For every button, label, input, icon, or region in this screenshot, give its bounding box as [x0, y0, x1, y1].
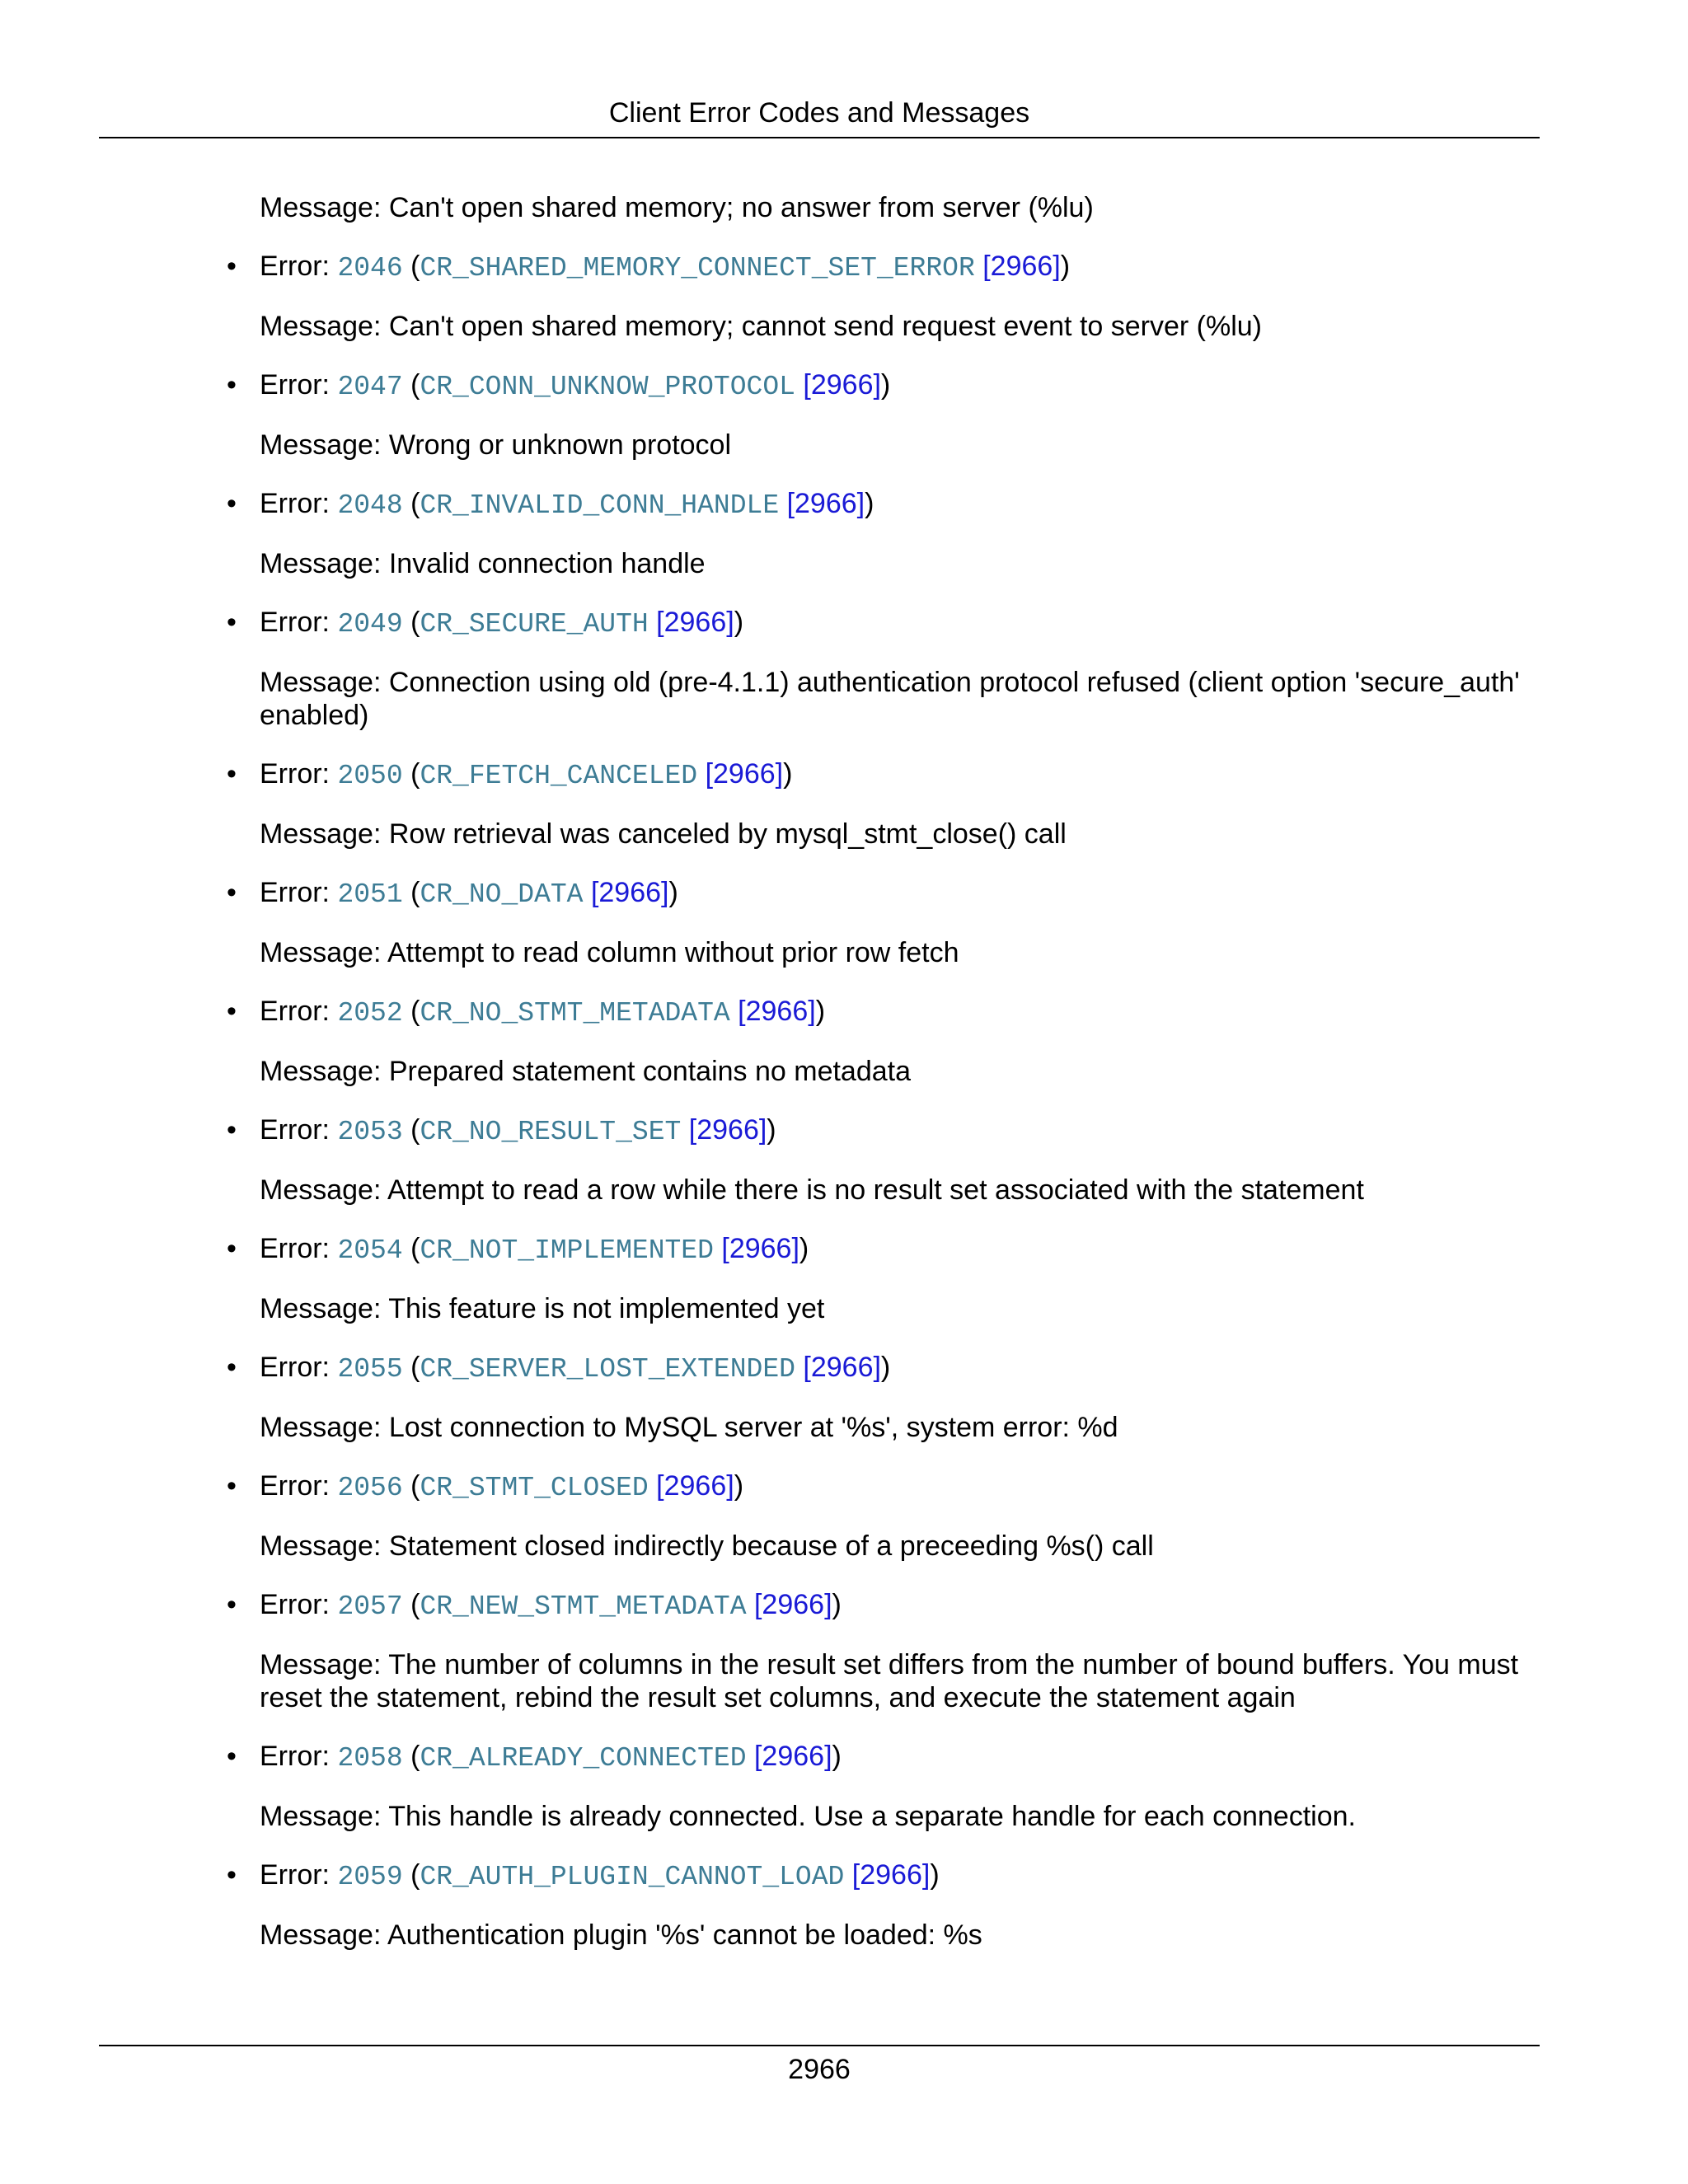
page-reference-link[interactable]: [2966] — [656, 1470, 734, 1502]
page-reference-link[interactable]: [2966] — [688, 1114, 767, 1146]
page-header-title: Client Error Codes and Messages — [608, 97, 1030, 129]
error-line — [227, 1232, 1540, 1268]
error-symbol-link[interactable]: CR_INVALID_CONN_HANDLE — [420, 490, 780, 521]
open-paren: ( — [402, 758, 420, 790]
error-symbol-link[interactable]: CR_SECURE_AUTH — [420, 609, 649, 640]
spacer — [649, 607, 656, 638]
error-line — [227, 487, 1540, 523]
error-list — [99, 250, 1540, 1952]
error-symbol-link[interactable]: CR_ALREADY_CONNECTED — [420, 1743, 747, 1774]
error-message: Message: Lost connection to MySQL server at '%s', system error: %d — [260, 1412, 1118, 1443]
error-symbol-link[interactable]: CR_FETCH_CANCELED — [420, 761, 698, 791]
error-code: 2056 — [337, 1473, 403, 1503]
header-divider — [99, 137, 1540, 138]
error-message: Message: Wrong or unknown protocol — [260, 429, 732, 461]
error-entry — [99, 1740, 1540, 1833]
error-symbol-link[interactable]: CR_SHARED_MEMORY_CONNECT_SET_ERROR — [420, 253, 975, 284]
error-line — [227, 1351, 1540, 1386]
open-paren: ( — [402, 369, 420, 401]
error-line — [227, 1740, 1540, 1775]
page-reference-link[interactable]: [2966] — [786, 488, 865, 519]
open-paren: ( — [402, 1859, 420, 1891]
error-message: Message: Authentication plugin '%s' cannot be loaded: %s — [260, 1919, 982, 1951]
error-entry — [99, 1351, 1540, 1444]
error-entry — [99, 368, 1540, 462]
page-reference-link[interactable]: [2966] — [705, 758, 784, 790]
error-message: Message: Row retrieval was canceled by mysql_stmt_close() call — [260, 818, 1067, 850]
bullet-icon: • — [227, 877, 237, 908]
close-paren: ) — [865, 488, 874, 519]
error-label: Error: — [260, 1470, 338, 1502]
error-label: Error: — [260, 1741, 338, 1772]
bullet-icon: • — [227, 1114, 237, 1146]
error-code: 2050 — [337, 761, 403, 791]
error-code: 2053 — [337, 1117, 403, 1147]
close-paren: ) — [832, 1741, 842, 1772]
error-label: Error: — [260, 1352, 338, 1383]
error-line — [227, 1469, 1540, 1505]
error-symbol-link[interactable]: CR_NO_RESULT_SET — [420, 1117, 682, 1147]
spacer — [681, 1114, 688, 1146]
error-entry — [99, 1469, 1540, 1563]
open-paren: ( — [402, 1470, 420, 1502]
bullet-icon: • — [227, 1859, 237, 1891]
page-reference-link[interactable]: [2966] — [738, 996, 816, 1027]
bullet-icon: • — [227, 996, 237, 1027]
bullet-icon: • — [227, 1589, 237, 1620]
error-line — [227, 995, 1540, 1030]
error-symbol-link[interactable]: CR_STMT_CLOSED — [420, 1473, 649, 1503]
error-symbol-link[interactable]: CR_AUTH_PLUGIN_CANNOT_LOAD — [420, 1862, 845, 1892]
page-reference-link[interactable]: [2966] — [656, 607, 734, 638]
spacer — [747, 1589, 754, 1620]
open-paren: ( — [402, 1352, 420, 1383]
error-message: Message: Can't open shared memory; cannot send request event to server (%lu) — [260, 311, 1262, 342]
spacer — [649, 1470, 656, 1502]
error-code: 2049 — [337, 609, 403, 640]
open-paren: ( — [402, 877, 420, 908]
open-paren: ( — [402, 607, 420, 638]
close-paren: ) — [1060, 251, 1071, 282]
error-label: Error: — [260, 1589, 338, 1620]
error-code: 2057 — [337, 1591, 403, 1622]
close-paren: ) — [734, 607, 744, 638]
error-entry — [99, 876, 1540, 969]
close-paren: ) — [668, 877, 678, 908]
error-code: 2054 — [337, 1235, 403, 1266]
error-line — [227, 368, 1540, 404]
error-entry — [99, 757, 1540, 851]
error-label: Error: — [260, 1114, 338, 1146]
error-label: Error: — [260, 877, 338, 908]
bullet-icon: • — [227, 1741, 237, 1772]
error-label: Error: — [260, 488, 338, 519]
page-reference-link[interactable]: [2966] — [851, 1859, 931, 1891]
close-paren: ) — [734, 1470, 744, 1502]
error-label: Error: — [260, 758, 338, 790]
error-symbol-link[interactable]: CR_CONN_UNKNOW_PROTOCOL — [420, 372, 795, 402]
bullet-icon: • — [227, 1233, 237, 1264]
bullet-icon: • — [227, 251, 237, 282]
error-code: 2059 — [337, 1862, 403, 1892]
spacer — [697, 758, 705, 790]
close-paren: ) — [880, 1352, 891, 1383]
open-paren: ( — [402, 1114, 420, 1146]
page-reference-link[interactable]: [2966] — [803, 369, 881, 401]
page-reference-link[interactable]: [2966] — [753, 1589, 832, 1620]
footer-divider — [99, 2045, 1540, 2046]
error-entry — [99, 606, 1540, 732]
error-code: 2055 — [337, 1354, 403, 1385]
error-code: 2051 — [337, 879, 403, 910]
error-message: Message: Invalid connection handle — [260, 548, 706, 579]
error-line — [227, 1858, 1540, 1894]
open-paren: ( — [402, 996, 420, 1027]
open-paren: ( — [402, 1741, 420, 1772]
error-line — [227, 1113, 1540, 1149]
error-message: Message: Attempt to read a row while there is no result set associated with the statement — [260, 1174, 1364, 1206]
error-entry — [99, 1113, 1540, 1207]
error-code: 2058 — [337, 1743, 403, 1774]
spacer — [584, 877, 591, 908]
error-message: Message: Connection using old (pre-4.1.1) authentication protocol refused (client option 'secure_auth' enabled) — [260, 667, 1520, 731]
error-code: 2046 — [337, 253, 403, 284]
error-label: Error: — [260, 607, 338, 638]
error-line — [227, 1588, 1540, 1624]
close-paren: ) — [880, 369, 891, 401]
error-symbol-link[interactable]: CR_NO_DATA — [420, 879, 584, 910]
error-symbol-link[interactable]: CR_NEW_STMT_METADATA — [420, 1591, 747, 1622]
error-symbol-link[interactable]: CR_NOT_IMPLEMENTED — [420, 1235, 714, 1266]
error-label: Error: — [260, 1233, 338, 1264]
error-label: Error: — [260, 251, 338, 282]
bullet-icon: • — [227, 1352, 237, 1383]
bullet-icon: • — [227, 369, 237, 401]
page-reference-link[interactable]: [2966] — [803, 1352, 881, 1383]
close-paren: ) — [783, 758, 793, 790]
error-code: 2052 — [337, 998, 403, 1029]
spacer — [844, 1859, 851, 1891]
error-entry — [99, 250, 1540, 343]
error-label: Error: — [260, 996, 338, 1027]
error-line — [227, 757, 1540, 793]
error-label: Error: — [260, 369, 338, 401]
open-paren: ( — [402, 251, 420, 282]
error-label: Error: — [260, 1859, 338, 1891]
page-reference-link[interactable]: [2966] — [753, 1741, 832, 1772]
spacer — [795, 369, 803, 401]
bullet-icon: • — [227, 607, 237, 638]
page-number: 2966 — [788, 2054, 851, 2085]
error-code: 2047 — [337, 372, 403, 402]
open-paren: ( — [402, 488, 420, 519]
spacer — [714, 1233, 721, 1264]
error-list-section — [99, 191, 1540, 1977]
spacer — [975, 251, 982, 282]
error-entry — [99, 995, 1540, 1088]
error-entry — [99, 487, 1540, 580]
close-paren: ) — [832, 1589, 842, 1620]
error-message: Message: The number of columns in the result set differs from the number of bound buffers. You must reset the statement, rebind the result set columns, and execute the statement again — [260, 1649, 1519, 1713]
error-message: Message: Statement closed indirectly because of a preceeding %s() call — [260, 1530, 1154, 1562]
spacer — [779, 488, 786, 519]
error-line — [227, 876, 1540, 912]
error-message: Message: This feature is not implemented yet — [260, 1293, 825, 1324]
close-paren: ) — [767, 1114, 776, 1146]
open-paren: ( — [402, 1589, 420, 1620]
error-message: Message: This handle is already connected. Use a separate handle for each connection. — [260, 1801, 1356, 1832]
close-paren: ) — [799, 1233, 809, 1264]
error-symbol-link[interactable]: CR_NO_STMT_METADATA — [420, 998, 730, 1029]
open-paren: ( — [402, 1233, 420, 1264]
close-paren: ) — [930, 1859, 940, 1891]
page-reference-link[interactable]: [2966] — [721, 1233, 799, 1264]
spacer — [747, 1741, 754, 1772]
error-line — [227, 606, 1540, 641]
spacer — [730, 996, 738, 1027]
error-line — [227, 250, 1540, 285]
error-code: 2048 — [337, 490, 403, 521]
page-reference-link[interactable]: [2966] — [982, 251, 1061, 282]
error-message: Message: Attempt to read column without prior row fetch — [260, 937, 959, 968]
page-reference-link[interactable]: [2966] — [590, 877, 669, 908]
error-entry — [99, 1232, 1540, 1325]
error-entry — [99, 1858, 1540, 1952]
error-entry — [99, 1588, 1540, 1714]
continued-message: Message: Can't open shared memory; no answer from server (%lu) — [260, 192, 1094, 223]
bullet-icon: • — [227, 758, 237, 790]
spacer — [795, 1352, 803, 1383]
error-message: Message: Prepared statement contains no metadata — [260, 1056, 912, 1087]
error-symbol-link[interactable]: CR_SERVER_LOST_EXTENDED — [420, 1354, 795, 1385]
bullet-icon: • — [227, 1470, 237, 1502]
close-paren: ) — [815, 996, 826, 1027]
bullet-icon: • — [227, 488, 237, 519]
